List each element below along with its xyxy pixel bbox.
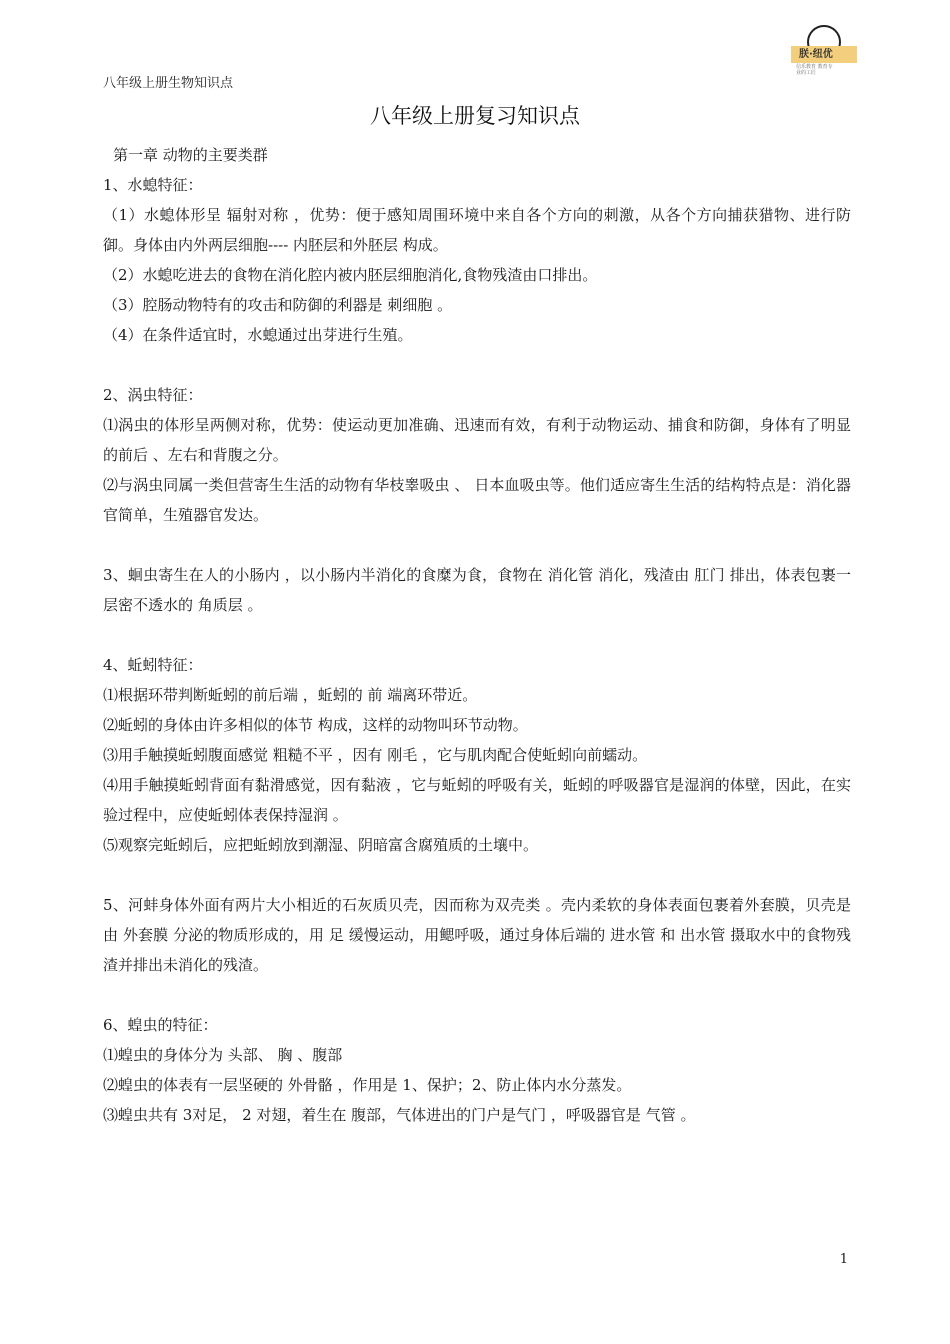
section-item: （2）水螅吃进去的食物在消化腔内被内胚层细胞消化,食物残渣由口排出。: [103, 266, 598, 284]
section-item: ⑵蝗虫的体表有一层坚硬的 外骨骼 ，作用是 1、保护；2、防止体内水分蒸发。: [103, 1076, 632, 1094]
brand-logo: [791, 24, 857, 82]
section-item: ⑴根据环带判断蚯蚓的前后端 ，蚯蚓的 前 端离环带近。: [103, 686, 478, 704]
section-item: ⑸观察完蚯蚓后，应把蚯蚓放到潮湿、阴暗富含腐殖质的土壤中。: [103, 836, 539, 854]
section-item: ⑶蝗虫共有 3对足， 2 对翅，着生在 腹部，气体进出的门户是气门 ，呼吸器官是 气管 。: [103, 1106, 696, 1124]
section-item: 5、河蚌身体外面有两片大小相近的石灰质贝壳，因而称为双壳类 。壳内柔软的身体表面包裹着外套膜，贝壳是由 外套膜 分泌的物质形成的，用 足 缓慢运动，用鳃呼吸，通过身体后端的 进水管 和 出水管 摄取水中的食物残渣并排出未消化的残渣。: [103, 896, 851, 974]
running-header: 八年级上册生物知识点: [103, 76, 234, 91]
spacer: [103, 860, 851, 890]
section-item: （4）在条件适宜时，水螅通过出芽进行生殖。: [103, 326, 413, 344]
chapter-heading: 第一章 动物的主要类群: [113, 146, 268, 164]
spacer: [103, 980, 851, 1010]
section-item: ⑷用手触摸蚯蚓背面有黏滑感觉，因有黏液 ，它与蚯蚓的呼吸有关，蚯蚓的呼吸器官是湿润的体壁，因此，在实验过程中，应使蚯蚓体表保持湿润 。: [103, 776, 851, 824]
section-item: ⑵与涡虫同属一类但营寄生生活的动物有华枝睾吸虫 、 日本血吸虫等。他们适应寄生生活的结构特点是：消化器官简单，生殖器官发达。: [103, 476, 851, 524]
logo-band: [791, 46, 857, 63]
section-item: ⑴蝗虫的身体分为 头部、 胸 、腹部: [103, 1046, 343, 1064]
section-item: （3）腔肠动物特有的攻击和防御的利器是 刺细胞 。: [103, 296, 453, 314]
section-heading: 4、蚯蚓特征：: [103, 656, 203, 674]
logo-subtext: 信乐教育 教育专业的工匠: [796, 64, 833, 76]
logo-text: 朕·纽优: [799, 49, 833, 60]
section-item: ⑴涡虫的体形呈两侧对称，优势：使运动更加准确、迅速而有效，有利于动物运动、捕食和防御，身体有了明显的前后 、左右和背腹之分。: [103, 416, 851, 464]
section-heading: 6、蝗虫的特征：: [103, 1016, 218, 1034]
document-title: 八年级上册复习知识点: [370, 104, 580, 128]
section-item: ⑶用手触摸蚯蚓腹面感觉 粗糙不平 ，因有 刚毛 ，它与肌肉配合使蚯蚓向前蠕动。: [103, 746, 648, 764]
document-body: [103, 140, 851, 1130]
spacer: [103, 620, 851, 650]
section-item: 3、蛔虫寄生在人的小肠内 ，以小肠内半消化的食糜为食，食物在 消化管 消化，残渣由 肛门 排出，体表包裹一层密不透水的 角质层 。: [103, 566, 851, 614]
spacer: [103, 350, 851, 380]
section-heading: 2、涡虫特征：: [103, 386, 203, 404]
section-item: （1）水螅体形呈 辐射对称 ，优势：便于感知周围环境中来自各个方向的刺激，从各个方向捕获猎物、进行防御。身体由内外两层细胞---- 内胚层和外胚层 构成。: [103, 206, 851, 254]
spacer: [103, 530, 851, 560]
section-heading: 1、水螅特征：: [103, 176, 203, 194]
section-item: ⑵蚯蚓的身体由许多相似的体节 构成，这样的动物叫环节动物。: [103, 716, 528, 734]
page-number: 1: [839, 1252, 848, 1267]
